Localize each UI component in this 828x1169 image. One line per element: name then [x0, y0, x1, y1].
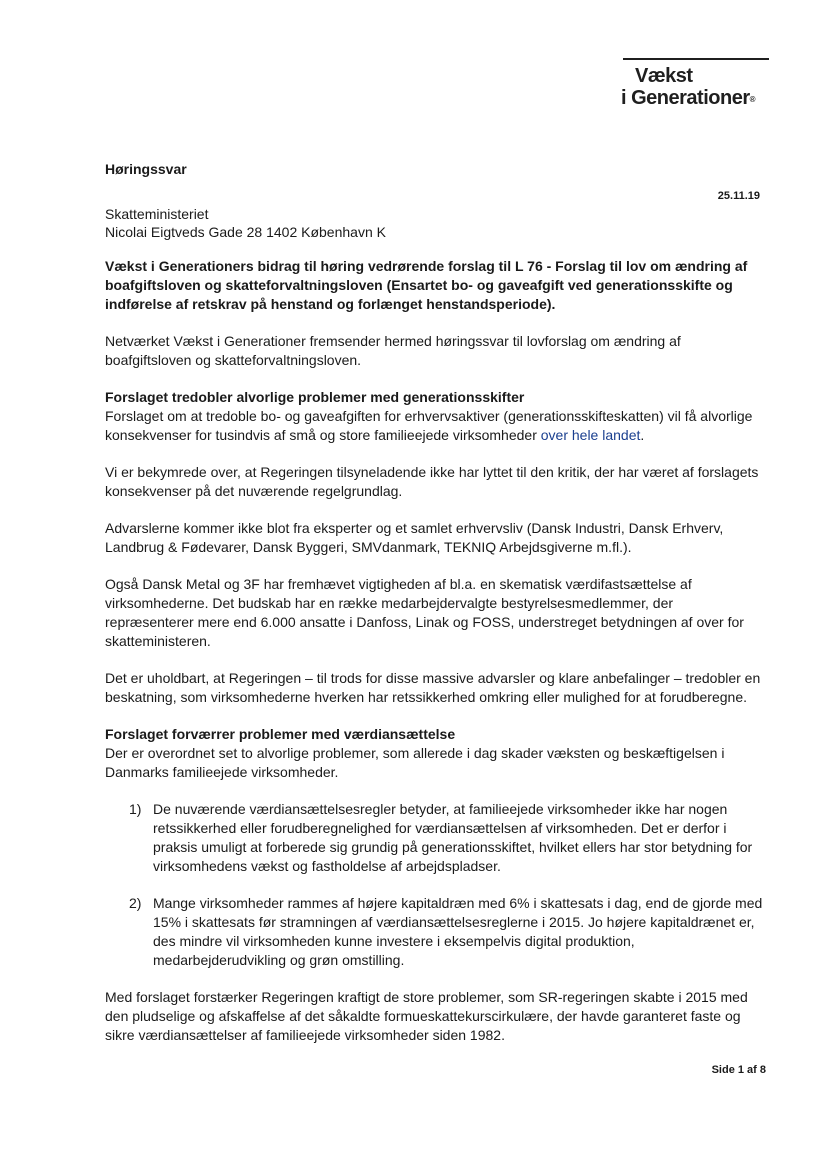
- section1-paragraph1-end: .: [640, 427, 645, 443]
- section1-paragraph1: [105, 407, 765, 445]
- list-item-number: 1): [129, 801, 142, 817]
- list-item: [105, 894, 765, 970]
- logo-rule: [623, 58, 769, 60]
- problems-list: [105, 800, 765, 970]
- list-item-text: Mange virksomheder rammes af højere kapitaldræn med 6% i skattesats i dag, end de gjorde med 15% i skattesats før stramningen af værdiansættelsesreglerne i 2015. Jo højere kapitaldrænet er, des mindre vil virksomheden kunne investere i eksempelvis digital produktion, medarbejderudvikling og grøn omstilling.: [153, 895, 763, 968]
- recipient-name: Skatteministeriet: [105, 206, 209, 222]
- intro-title: Vækst i Generationers bidrag til høring vedrørende forslag til L 76 - Forslag til lov om ændring af boafgiftsloven og skatteforvaltningsloven (Ensartet bo- og gaveafgift ved generationsskifte og indførelse af retskrav på henstand og forlænget henstandsperiode).: [105, 258, 748, 312]
- recipient-address: Nicolai Eigtveds Gade 28 1402 København K: [105, 224, 386, 240]
- section2-title: Forslaget forværrer problemer med værdiansættelse: [105, 726, 456, 742]
- letter-body: [105, 257, 765, 1063]
- list-item-text: De nuværende værdiansættelsesregler betyder, at familieejede virksomheder ikke har nogen retssikkerhed eller forudberegnelighed for værdiansættelsen af virksomheden. Det er derfor i praksis umuligt at forberede sig grundig på generationsskiftet, hvilket ellers har stor betydning for virksomhedens vækst og fastholdelse af arbejdspladser.: [153, 801, 753, 874]
- logo-line2: [621, 87, 773, 109]
- document-date: 25.11.19: [717, 190, 760, 202]
- section1-paragraph1-text: Forslaget om at tredoble bo- og gaveafgiften for erhvervsaktiver (generationsskifteskatten) vil få alvorlige konsekvenser for tusindvis af små og store familieejede virksomheder: [105, 408, 753, 443]
- section1-paragraph2: Vi er bekymrede over, at Regeringen tilsyneladende ikke har lyttet til den kritik, der har været af forslagets konsekvenser på det nuværende regelgrundlag.: [105, 464, 759, 499]
- section2-intro: Der er overordnet set to alvorlige problemer, som allerede i dag skader væksten og beskæftigelsen i Danmarks familieejede virksomheder.: [105, 745, 725, 780]
- logo-line2-text: i Generationer: [621, 87, 750, 109]
- recipient-block: [105, 205, 386, 241]
- intro-paragraph: Netværket Vækst i Generationer fremsender hermed høringssvar til lovforslag om ændring af boafgiftsloven og skatteforvaltningsloven.: [105, 333, 681, 368]
- section1-paragraph5: Det er uholdbart, at Regeringen – til trods for disse massive advarsler og klare anbefalinger – tredobler en beskatning, som virksomhederne hverken har retssikkerhed omkring eller mulighed for at forudberegne.: [105, 670, 761, 705]
- over-hele-landet-link[interactable]: over hele landet: [540, 427, 641, 443]
- page-number: Side 1 af 8: [711, 1064, 766, 1076]
- vaekst-i-generationer-logo: [617, 58, 773, 109]
- registered-mark: ®: [749, 95, 756, 104]
- document-heading: Høringssvar: [105, 161, 187, 177]
- list-item-number: 2): [129, 895, 142, 911]
- logo-line1: Vækst: [635, 65, 693, 87]
- list-item: [105, 800, 765, 876]
- section1-paragraph4: Også Dansk Metal og 3F har fremhævet vigtigheden af bl.a. en skematisk værdifastsættelse af virksomhederne. Det budskab har en række medarbejdervalgte bestyrelsesmedlemmer, der repræsenterer mere end 6.000 ansatte i Danfoss, Linak og FOSS, understreget betydningen af over for skatteministeren.: [105, 576, 744, 649]
- section1-title: Forslaget tredobler alvorlige problemer med generationsskifter: [105, 389, 525, 405]
- section2-closing: Med forslaget forstærker Regeringen kraftigt de store problemer, som SR-regeringen skabte i 2015 med den pludselige og afskaffelse af det såkaldte formueskattekurscirkulære, der havde garanteret faste og sikre værdiansættelser af familieejede virksomheder siden 1982.: [105, 989, 748, 1043]
- section1-paragraph3: Advarslerne kommer ikke blot fra eksperter og et samlet erhvervsliv (Dansk Industri, Dansk Erhverv, Landbrug & Fødevarer, Dansk Byggeri, SMVdanmark, TEKNIQ Arbejdsgiverne m.fl.).: [105, 520, 724, 555]
